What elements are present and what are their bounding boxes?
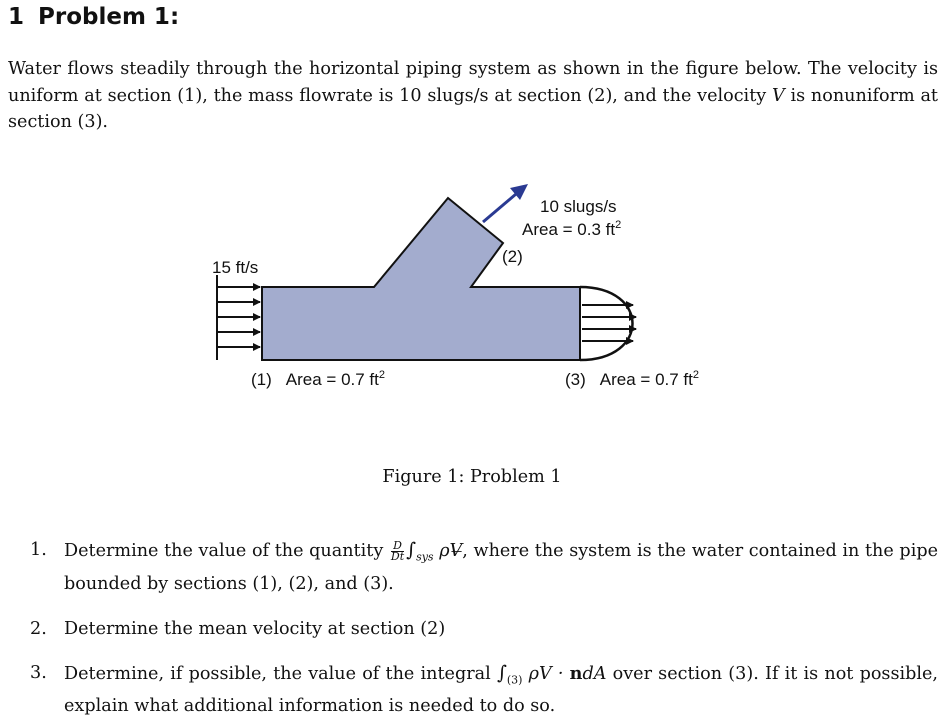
inlet-velocity-label: 15 ft/s: [212, 258, 259, 277]
problem-heading: [8, 4, 179, 30]
problem-title: Problem 1:: [38, 4, 180, 30]
section-1-label: (1) Area = 0.7 $ft^2$: [251, 369, 385, 389]
outlet-2-flowrate-label: 10 slugs/s: [540, 197, 617, 216]
question-1: 1. Determine the value of the quantity $\frac{D}{Dt}$ $\int_{sys}$ ρV̶, where the system is the water contained in the pipe bounded by sections (1), (2), and (3).: [30, 538, 938, 594]
section-2-label: (2): [502, 247, 523, 266]
question-list: [30, 537, 938, 720]
section-3-label: (3) Area = 0.7 $ft^2$: [565, 369, 699, 389]
derivative-fraction: $\frac{D}{Dt}$: [390, 538, 405, 563]
integral-symbol: ∫: [496, 661, 507, 684]
intro-velocity-var: V: [771, 85, 785, 106]
intro-part1: Water flows steadily through the horizontal piping system as shown in the figure below. The velocity is uniform at section (1), the mass flowrate is 10 slugs/s at section (2), and the velocity: [8, 59, 938, 106]
question-2: 2. Determine the mean velocity at section (2): [30, 616, 938, 643]
outlet-2-area-label: Area = 0.3 $ft^2$: [522, 219, 622, 239]
figure-caption: Figure 1: Problem 1: [382, 467, 562, 487]
outlet-2-flow-arrow: [483, 184, 528, 222]
integral-symbol: ∫: [406, 539, 417, 561]
problem-number: 1: [8, 4, 25, 30]
outlet-3-arrows: [582, 305, 636, 341]
question-number: 3.: [30, 662, 47, 683]
inlet-arrows: [217, 275, 260, 360]
outlet-3-profile: [580, 287, 633, 360]
question-3: 3. Determine, if possible, the value of the integral $\int_{(3)}$ ρV · ndA over section (3). If it is not possible, explain what additional information is needed to do so.: [30, 661, 939, 717]
problem-statement: [8, 56, 938, 136]
piping-figure: [0, 170, 944, 460]
question-number: 1.: [30, 540, 47, 560]
intro-part2: is nonuniform at section (3).: [8, 85, 938, 132]
question-number: 2.: [30, 618, 47, 639]
